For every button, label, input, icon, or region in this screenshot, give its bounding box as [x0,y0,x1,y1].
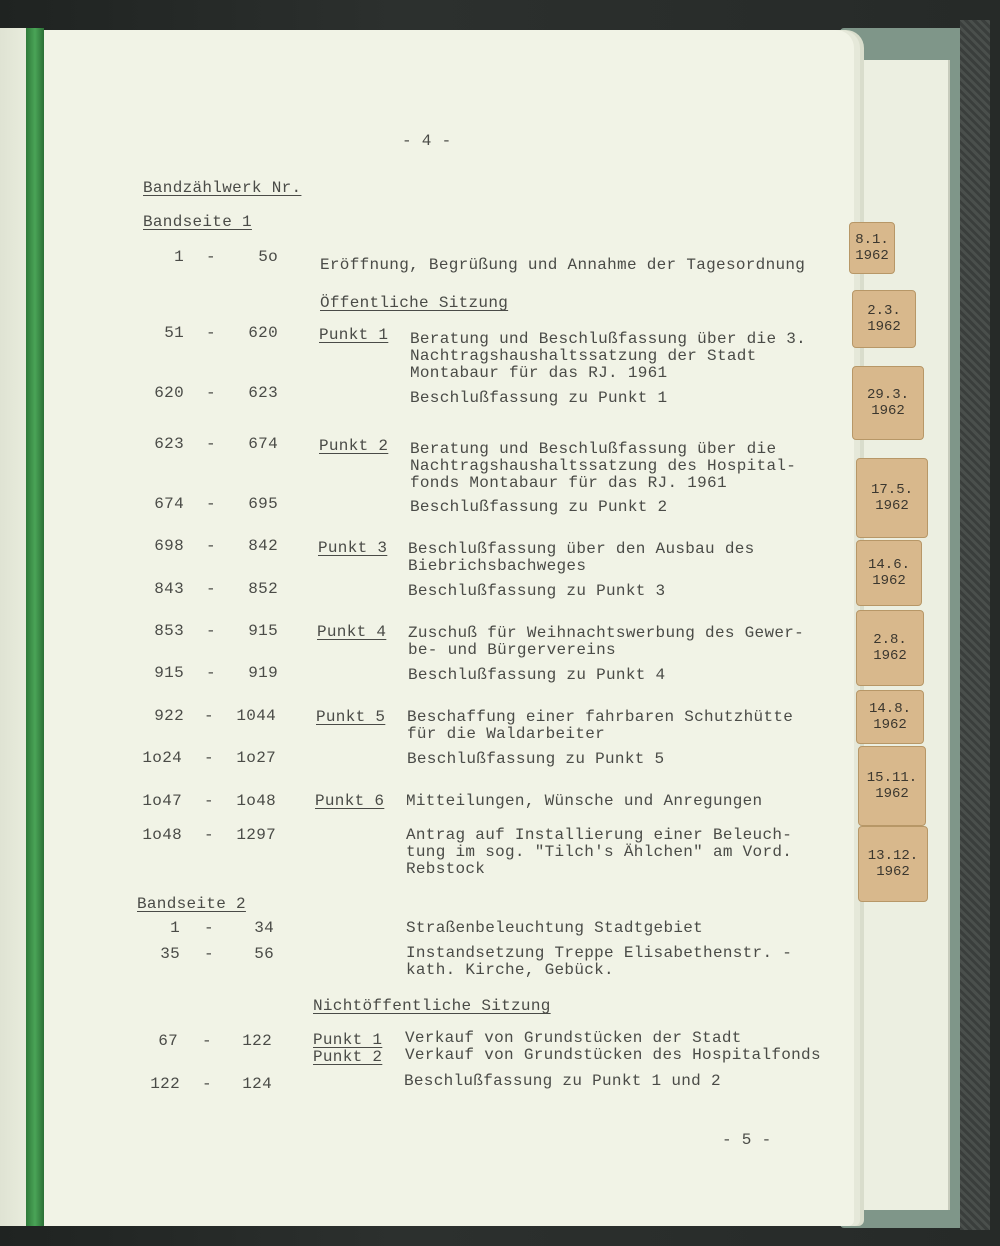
index-tab[interactable]: 14.8. 1962 [856,690,924,744]
counter-end: 620 [248,324,278,342]
agenda-text: Beschlußfassung über den Ausbau des Biebrichsbachweges [408,540,755,575]
counter-start: 922 [154,707,184,725]
range-dash: - [204,707,214,725]
index-tab[interactable]: 15.11. 1962 [858,746,926,826]
counter-start: 620 [154,384,184,402]
agenda-text: Beratung und Beschlußfassung über die Nachtragshaushaltssatzung des Hospital- fonds Montabaur für das RJ. 1961 [410,440,797,492]
agenda-text: Beschlußfassung zu Punkt 1 [410,389,668,407]
agenda-text: Verkauf von Grundstücken des Hospitalfonds [405,1046,821,1064]
agenda-item-label: Punkt 2 [313,1048,383,1066]
agenda-item-label: Punkt 3 [318,539,388,557]
counter-start: 853 [154,622,184,640]
page-number-header: - 4 - [402,132,452,150]
index-tab[interactable]: 8.1. 1962 [849,222,895,274]
counter-start: 1 [174,248,184,266]
counter-end: 915 [248,622,278,640]
document-heading: Bandzählwerk Nr. [143,179,302,197]
counter-start: 843 [154,580,184,598]
index-tab[interactable]: 2.8. 1962 [856,610,924,686]
agenda-text: Beschaffung einer fahrbaren Schutzhütte für die Waldarbeiter [407,708,794,743]
counter-start: 122 [150,1075,180,1093]
agenda-text: Straßenbeleuchtung Stadtgebiet [406,919,704,937]
counter-end: 1044 [236,707,276,725]
agenda-text: Verkauf von Grundstücken der Stadt [405,1029,742,1047]
agenda-item-label: Punkt 1 [313,1031,383,1049]
counter-end: 842 [248,537,278,555]
range-dash: - [206,580,216,598]
range-dash: - [204,826,214,844]
range-dash: - [206,622,216,640]
section-nonpublic-session: Nichtöffentliche Sitzung [313,997,551,1015]
agenda-text: Beschlußfassung zu Punkt 3 [408,582,666,600]
counter-start: 1o47 [142,792,182,810]
agenda-text: Beratung und Beschlußfassung über die 3. Nachtragshaushaltssatzung der Stadt Montabaur für das RJ. 1961 [410,330,807,382]
range-dash: - [206,664,216,682]
agenda-text: Beschlußfassung zu Punkt 2 [410,498,668,516]
agenda-text: Beschlußfassung zu Punkt 1 und 2 [404,1072,721,1090]
counter-end: 124 [242,1075,272,1093]
counter-start: 915 [154,664,184,682]
agenda-text: Beschlußfassung zu Punkt 4 [408,666,666,684]
index-tab[interactable]: 2.3. 1962 [852,290,916,348]
agenda-item-label: Punkt 2 [319,437,389,455]
counter-end: 674 [248,435,278,453]
counter-end: 695 [248,495,278,513]
agenda-item-label: Punkt 4 [317,623,387,641]
counter-end: 122 [242,1032,272,1050]
green-binding-strip [26,28,44,1226]
index-tab[interactable]: 14.6. 1962 [856,540,922,606]
agenda-item-label: Punkt 6 [315,792,385,810]
index-tab[interactable]: 13.12. 1962 [858,826,928,902]
range-dash: - [206,435,216,453]
section-bandseite-2: Bandseite 2 [137,895,246,913]
counter-end: 852 [248,580,278,598]
folder-spine [960,20,990,1230]
counter-end: 56 [254,945,274,963]
index-tab[interactable]: 29.3. 1962 [852,366,924,440]
counter-end: 1297 [236,826,276,844]
range-dash: - [204,749,214,767]
counter-end: 1o27 [236,749,276,767]
counter-start: 67 [158,1032,178,1050]
range-dash: - [206,324,216,342]
range-dash: - [204,792,214,810]
index-tab[interactable]: 17.5. 1962 [856,458,928,538]
counter-start: 698 [154,537,184,555]
counter-end: 5o [258,248,278,266]
agenda-item-label: Punkt 1 [319,326,389,344]
counter-start: 674 [154,495,184,513]
agenda-text: Mitteilungen, Wünsche und Anregungen [406,792,763,810]
range-dash: - [206,495,216,513]
range-dash: - [206,384,216,402]
section-public-session: Öffentliche Sitzung [320,294,509,312]
range-dash: - [206,537,216,555]
counter-end: 1o48 [236,792,276,810]
agenda-text: Zuschuß für Weihnachtswerbung des Gewer- be- und Bürgervereins [408,624,805,659]
counter-start: 1o48 [142,826,182,844]
agenda-text: Beschlußfassung zu Punkt 5 [407,750,665,768]
counter-start: 35 [160,945,180,963]
counter-end: 34 [254,919,274,937]
agenda-text: Instandsetzung Treppe Elisabethenstr. - kath. Kirche, Gebück. [406,944,793,979]
counter-start: 1o24 [142,749,182,767]
counter-end: 623 [248,384,278,402]
range-dash: - [206,248,216,266]
agenda-text: Eröffnung, Begrüßung und Annahme der Tagesordnung [320,256,806,274]
range-dash: - [202,1032,212,1050]
page-footer-next: - 5 - [722,1131,772,1149]
agenda-item-label: Punkt 5 [316,708,386,726]
counter-end: 919 [248,664,278,682]
section-bandseite-1: Bandseite 1 [143,213,252,231]
range-dash: - [204,945,214,963]
range-dash: - [202,1075,212,1093]
counter-start: 51 [164,324,184,342]
counter-start: 1 [170,919,180,937]
range-dash: - [204,919,214,937]
counter-start: 623 [154,435,184,453]
agenda-text: Antrag auf Installierung einer Beleuch- tung im sog. "Tilch's Ählchen" am Vord. Rebstock [406,826,793,878]
